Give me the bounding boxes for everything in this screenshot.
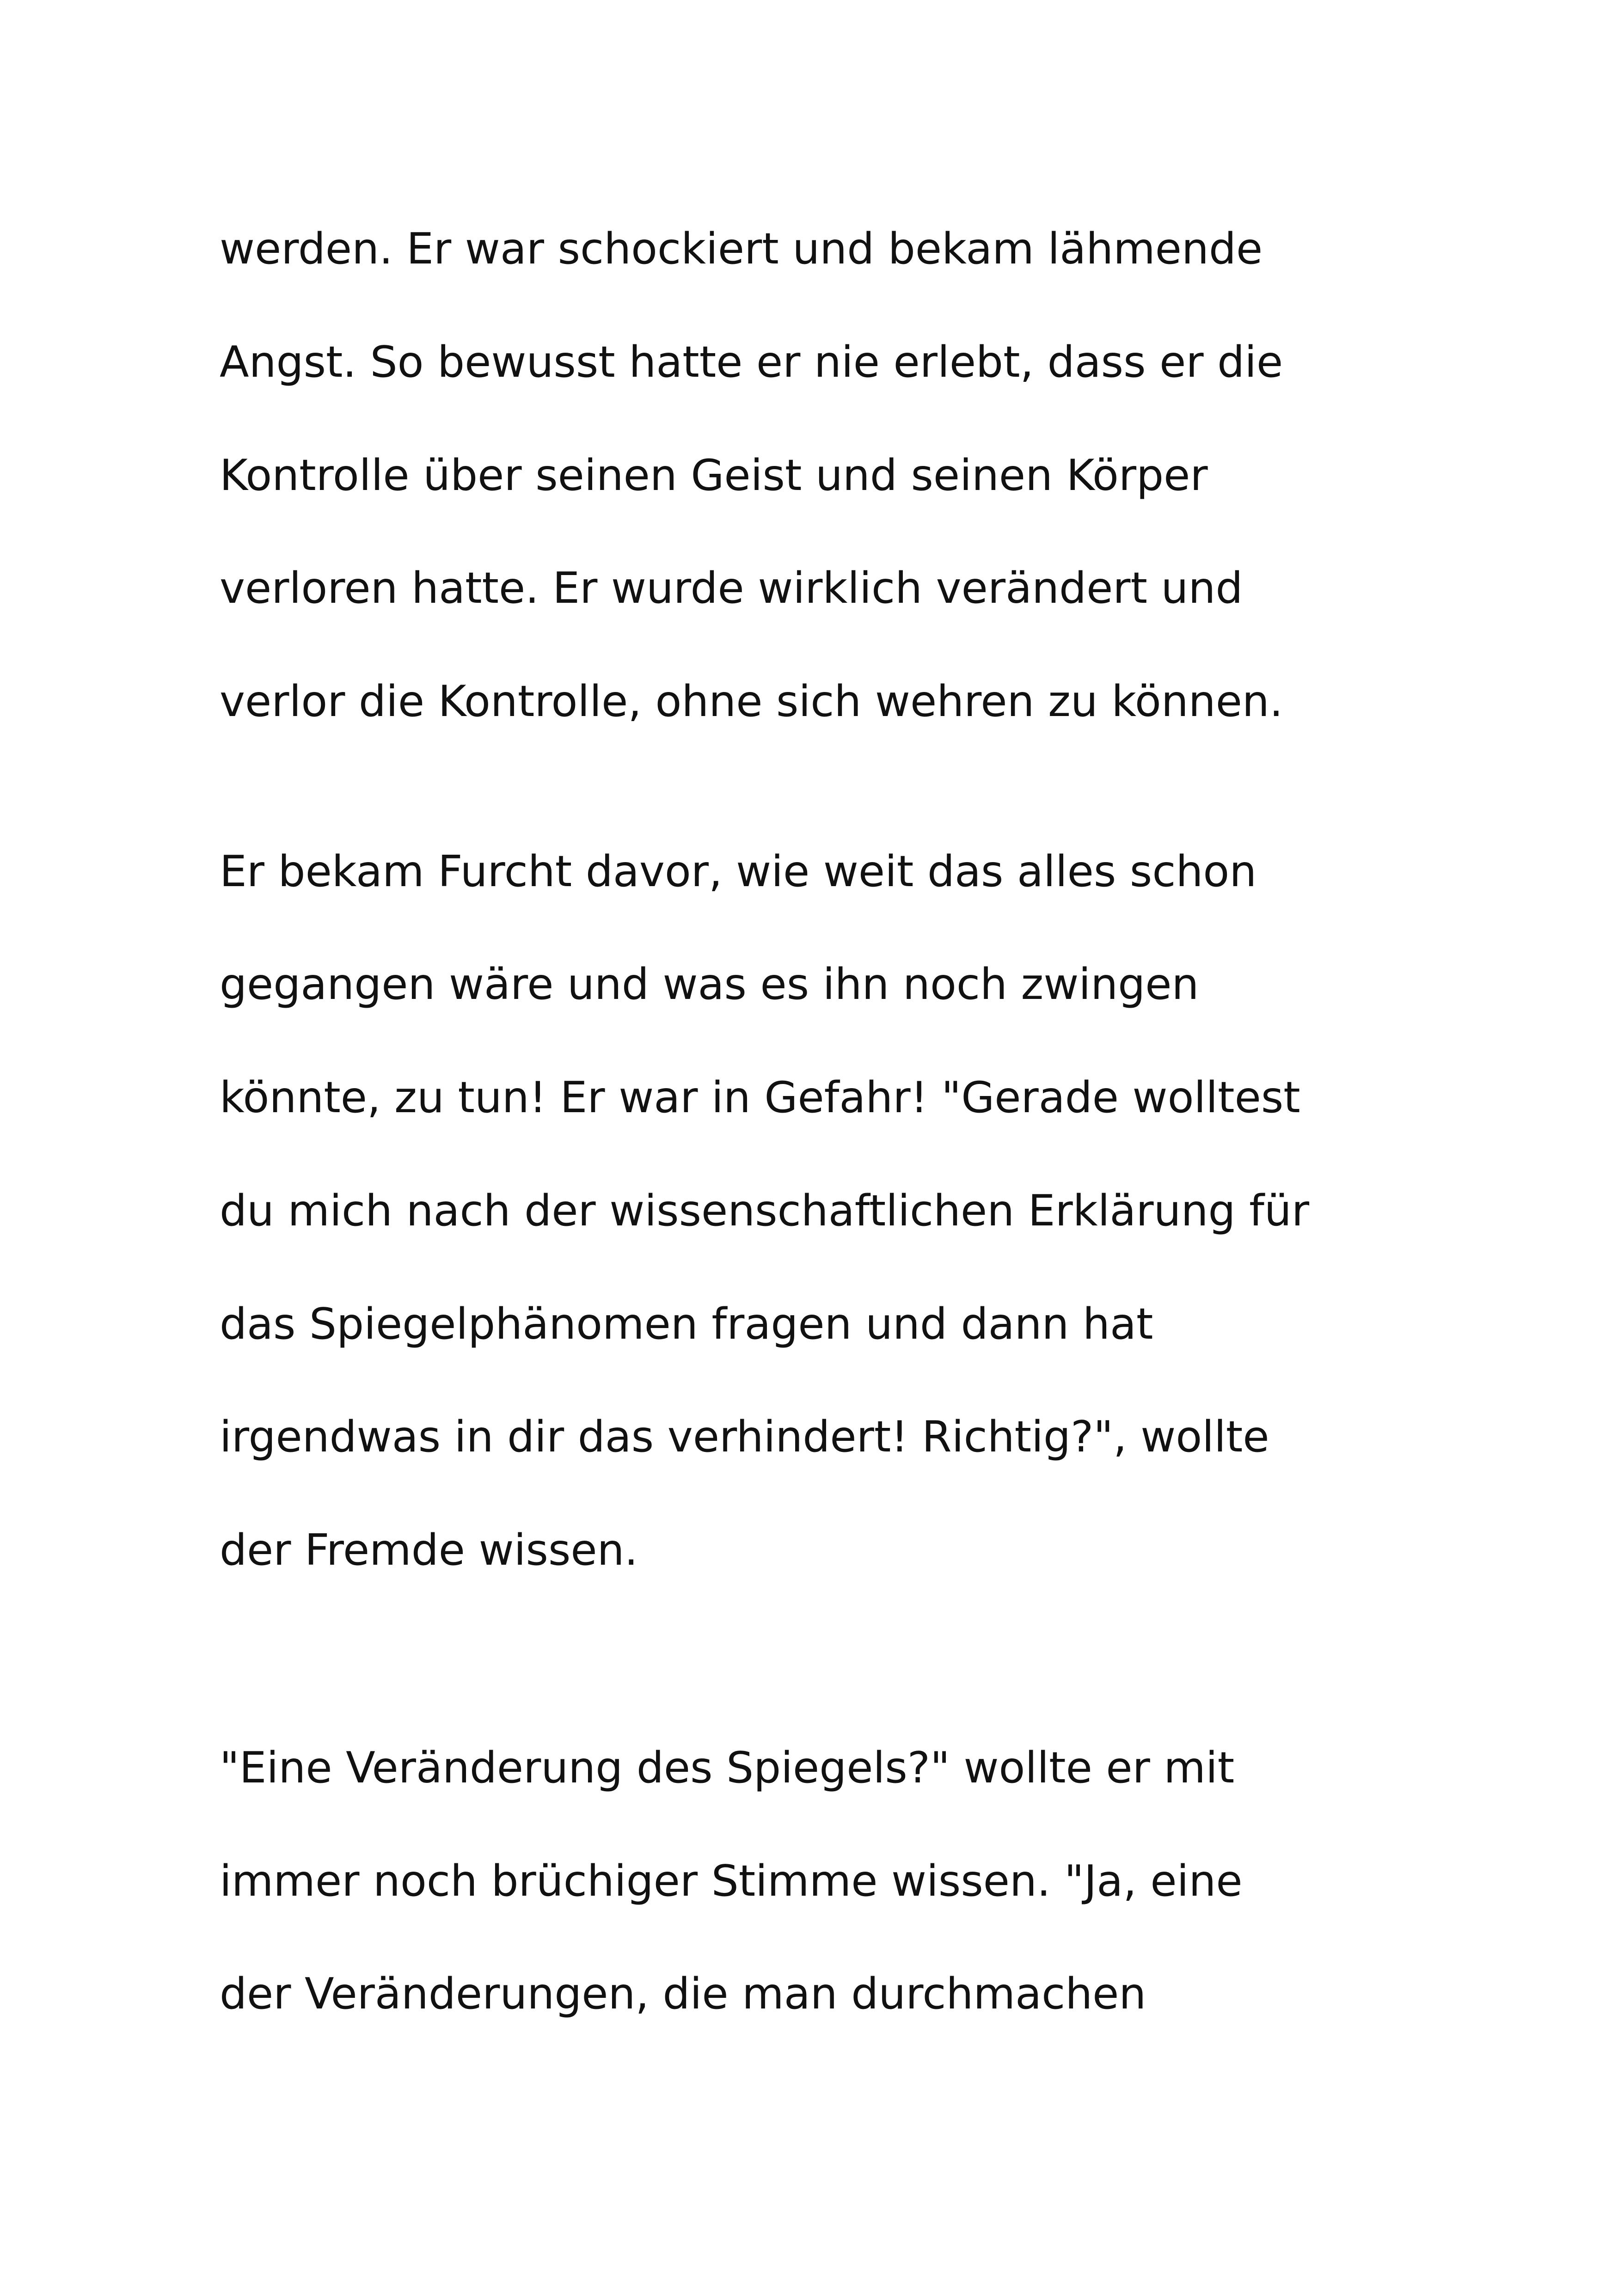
text-line: verlor die Kontrolle, ohne sich wehren zu können. — [220, 676, 1283, 726]
text-line: der Fremde wissen. — [220, 1525, 638, 1575]
text-line: werden. Er war schockiert und bekam lähmende — [220, 224, 1263, 274]
text-line: der Veränderungen, die man durchmachen — [220, 1969, 1146, 2019]
text-line: immer noch brüchiger Stimme wissen. "Ja, eine — [220, 1856, 1243, 1906]
text-line: Er bekam Furcht davor, wie weit das alles schon — [220, 846, 1257, 896]
text-line: könnte, zu tun! Er war in Gefahr! "Gerade wolltest — [220, 1072, 1300, 1122]
text-line: Kontrolle über seinen Geist und seinen Körper — [220, 450, 1208, 500]
text-line: gegangen wäre und was es ihn noch zwingen — [220, 959, 1199, 1009]
text-line: irgendwas in dir das verhindert! Richtig?", wollte — [220, 1412, 1269, 1462]
text-line: "Eine Veränderung des Spiegels?" wollte er mit — [220, 1743, 1235, 1793]
text-line: das Spiegelphänomen fragen und dann hat — [220, 1299, 1153, 1349]
text-line: verloren hatte. Er wurde wirklich verändert und — [220, 563, 1243, 613]
text-line: du mich nach der wissenschaftlichen Erklärung für — [220, 1186, 1310, 1236]
text-line: Angst. So bewusst hatte er nie erlebt, dass er die — [220, 337, 1283, 387]
